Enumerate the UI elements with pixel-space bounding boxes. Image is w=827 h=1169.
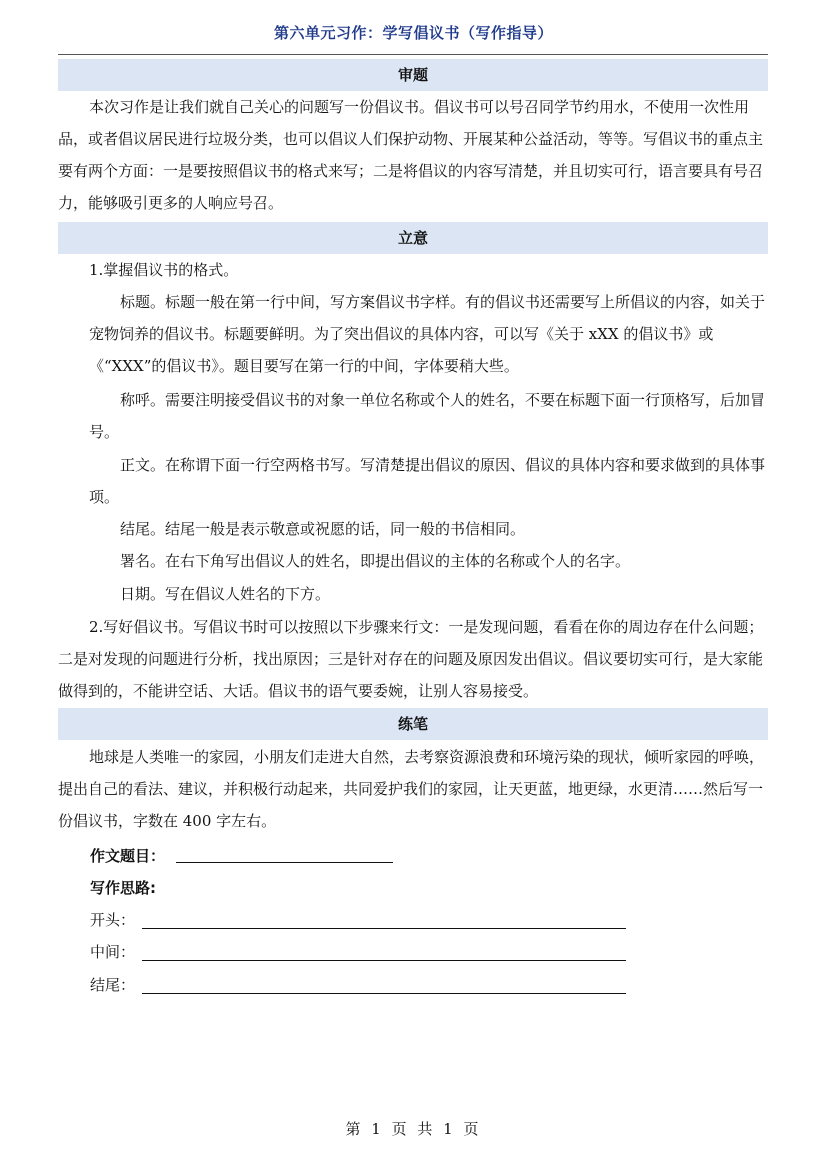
liyi-point-1: 1.掌握倡议书的格式。 — [89, 261, 239, 279]
liyi-chenghu: 称呼。需要注明接受倡议书的对象一单位名称或个人的姓名，不要在标题下面一行顶格写，后加冒号。 — [89, 391, 766, 441]
liyi-zhengwen: 正文。在称谓下面一行空两格书写。写清楚提出倡议的原因、倡议的具体内容和要求做到的具体事项。 — [89, 456, 766, 506]
shenti-body: 本次习作是让我们就自己关心的问题写一份倡议书。倡议书可以号召同学节约用水，不使用一次性用品，或者倡议居民进行垃圾分类，也可以倡议人们保护动物、开展某种公益活动，等等。写倡议书的重点主要有两个方面：一是要按照倡议书的格式来写；二是将倡议的内容写清楚，并且切实可行，语言要具有号召力，能够吸引更多的人响应号召。 — [58, 98, 764, 212]
liyi-shuming: 署名。在右下角写出倡议人的姓名，即提出倡议的主体的名称或个人的名字。 — [120, 552, 631, 570]
section-heading-shenti: 审题 — [58, 59, 768, 91]
section-heading-liyi: 立意 — [58, 222, 768, 254]
liyi-point-2: 2.写好倡议书。写倡议书时可以按照以下步骤来行文：一是发现问题，看看在你的周边存在什么问题；二是对发现的问题进行分析，找出原因；三是针对存在的问题及原因发出倡议。倡议要切实可行，是大家能做得到的，不能讲空话、大话。倡议书的语气要委婉，让别人容易接受。 — [58, 618, 764, 700]
start-label: 开头： — [90, 911, 136, 929]
middle-label: 中间： — [90, 943, 136, 961]
essay-title-label: 作文题目： — [90, 847, 166, 865]
section-heading-lianbi: 练笔 — [58, 708, 768, 740]
liyi-riqi: 日期。写在倡议人姓名的下方。 — [120, 585, 331, 603]
essay-title-line[interactable] — [176, 862, 393, 863]
end-label: 结尾： — [90, 976, 136, 994]
liyi-jiewei: 结尾。结尾一般是表示敬意或祝愿的话，同一般的书信相同。 — [120, 520, 526, 538]
title-divider — [58, 54, 768, 55]
page-footer: 第 1 页 共 1 页 — [345, 1120, 482, 1138]
liyi-biaoti: 标题。标题一般在第一行中间，写方案倡议书字样。有的倡议书还需要写上所倡议的内容，如关于宠物饲养的倡议书。标题要鲜明。为了突出倡议的具体内容，可以写《关于 xXX 的倡议书》或《“XXX”的倡议书》。题目要写在第一行的中间，字体要稍大些。 — [89, 293, 766, 375]
writing-plan-label: 写作思路: — [90, 879, 156, 897]
lianbi-body: 地球是人类唯一的家园，小朋友们走进大自然，去考察资源浪费和环境污染的现状，倾听家园的呼唤，提出自己的看法、建议，并积极行动起来，共同爱护我们的家园，让天更蓝，地更绿，水更清……然后写一份倡议书，字数在 400 字左右。 — [58, 748, 765, 830]
page-title: 第六单元习作：学写倡议书（写作指导） — [273, 24, 553, 42]
end-line[interactable] — [142, 993, 626, 994]
middle-line[interactable] — [142, 960, 626, 961]
start-line[interactable] — [142, 928, 626, 929]
